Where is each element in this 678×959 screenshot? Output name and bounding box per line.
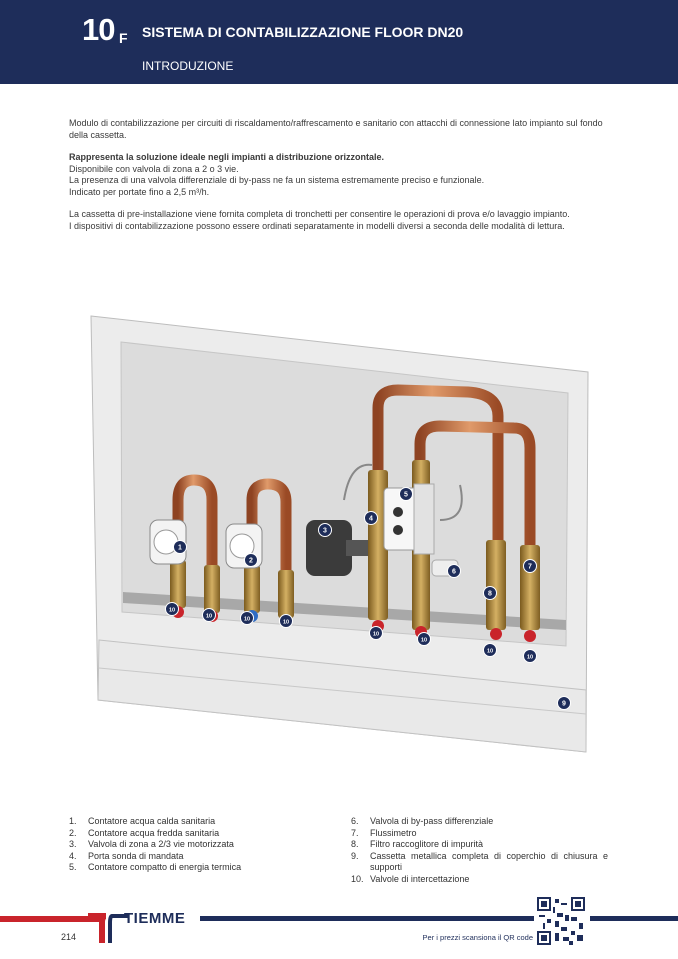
callout-3 xyxy=(319,524,332,537)
svg-text:1: 1 xyxy=(178,544,182,552)
svg-text:10: 10 xyxy=(282,619,290,626)
callout-1 xyxy=(174,541,187,554)
legend-item: 6. Valvola di by-pass differenziale xyxy=(351,816,494,826)
legend-right xyxy=(351,816,608,885)
section-header xyxy=(0,0,678,84)
page-title: SISTEMA DI CONTABILIZZAZIONE FLOOR DN20 xyxy=(142,24,464,40)
brand-logo: TIEMME xyxy=(124,910,186,927)
svg-text:10: 10 xyxy=(526,654,534,661)
svg-text:4: 4 xyxy=(369,515,373,523)
svg-text:6: 6 xyxy=(452,568,456,576)
legend-item: 10. Valvole di intercettazione xyxy=(351,873,470,884)
footer-navy-bar xyxy=(200,916,534,921)
callout-4 xyxy=(365,512,378,525)
legend-left xyxy=(69,816,329,874)
callout-5 xyxy=(400,488,413,501)
legend-item: 1. Contatore acqua calda sanitaria xyxy=(69,816,216,826)
svg-text:7: 7 xyxy=(528,563,532,571)
intro-line: La presenza di una valvola differenziale di by-pass ne fa un sistema estremamente preciso e funzionale. xyxy=(69,175,485,185)
svg-text:10: 10 xyxy=(420,637,428,644)
intro-text xyxy=(69,118,614,232)
qr-caption: Per i prezzi scansiona il QR code xyxy=(422,933,533,942)
svg-text:10: 10 xyxy=(372,631,380,638)
callout-7 xyxy=(524,560,537,573)
svg-text:10: 10 xyxy=(486,648,494,655)
brand-mark-icon xyxy=(88,913,128,945)
footer-navy-bar xyxy=(590,916,678,921)
intro-paragraph-1: Modulo di contabilizzazione per circuiti di riscaldamento/raffrescamento e sanitario con attacchi di connessione lato impianto sul fondo della cassetta. xyxy=(69,118,603,140)
callout-2 xyxy=(245,554,258,567)
intro-line: Indicato per portate fino a 2,5 m³/h. xyxy=(69,186,210,197)
page-subtitle: INTRODUZIONE xyxy=(142,59,234,73)
footer-red-bar xyxy=(0,916,102,922)
svg-text:9: 9 xyxy=(562,700,566,708)
callout-10 xyxy=(203,609,216,622)
svg-text:5: 5 xyxy=(404,491,408,499)
svg-text:10: 10 xyxy=(168,607,176,614)
qr-code-icon[interactable] xyxy=(537,897,585,945)
callout-10 xyxy=(418,633,431,646)
svg-text:2: 2 xyxy=(249,557,253,565)
intro-line: Disponibile con valvola di zona a 2 o 3 vie. xyxy=(69,163,239,174)
callout-10 xyxy=(241,612,254,625)
intro-line: La cassetta di pre-installazione viene fornita completa di tronchetti per consentire le operazioni di prova e/o lavaggio impianto. xyxy=(69,209,570,219)
intro-line: I dispositivi di contabilizzazione possono essere ordinati separatamente in modelli diversi a seconda delle modalità di lettura. xyxy=(69,220,565,231)
legend-item: 4. Porta sonda di mandata xyxy=(69,850,184,861)
callout-8 xyxy=(484,587,497,600)
legend-item: 7. Flussimetro xyxy=(351,827,417,838)
section-number: 10 xyxy=(82,12,115,47)
callout-9 xyxy=(558,697,571,710)
callout-10 xyxy=(280,615,293,628)
legend-item: 3. Valvola di zona a 2/3 vie motorizzata xyxy=(69,839,234,849)
product-illustration xyxy=(0,300,678,770)
callout-10 xyxy=(524,650,537,663)
legend-item: 8. Filtro raccoglitore di impurità xyxy=(351,839,484,849)
legend-item: 2. Contatore acqua fredda sanitaria xyxy=(69,827,220,838)
callout-10 xyxy=(166,603,179,616)
section-letter: F xyxy=(119,30,128,46)
page-number: 214 xyxy=(61,932,77,942)
svg-text:3: 3 xyxy=(323,527,327,535)
callout-10 xyxy=(370,627,383,640)
callout-6 xyxy=(448,565,461,578)
callout-10 xyxy=(484,644,497,657)
legend-item: 5. Contatore compatto di energia termica xyxy=(69,862,242,872)
legend-item: 9. Cassetta metallica completa di coperchio di chiusura e supporti xyxy=(351,850,608,872)
svg-text:8: 8 xyxy=(488,590,492,598)
intro-highlight: Rappresenta la soluzione ideale negli impianti a distribuzione orizzontale. xyxy=(69,152,385,162)
svg-text:10: 10 xyxy=(243,616,251,623)
svg-text:10: 10 xyxy=(205,613,213,620)
